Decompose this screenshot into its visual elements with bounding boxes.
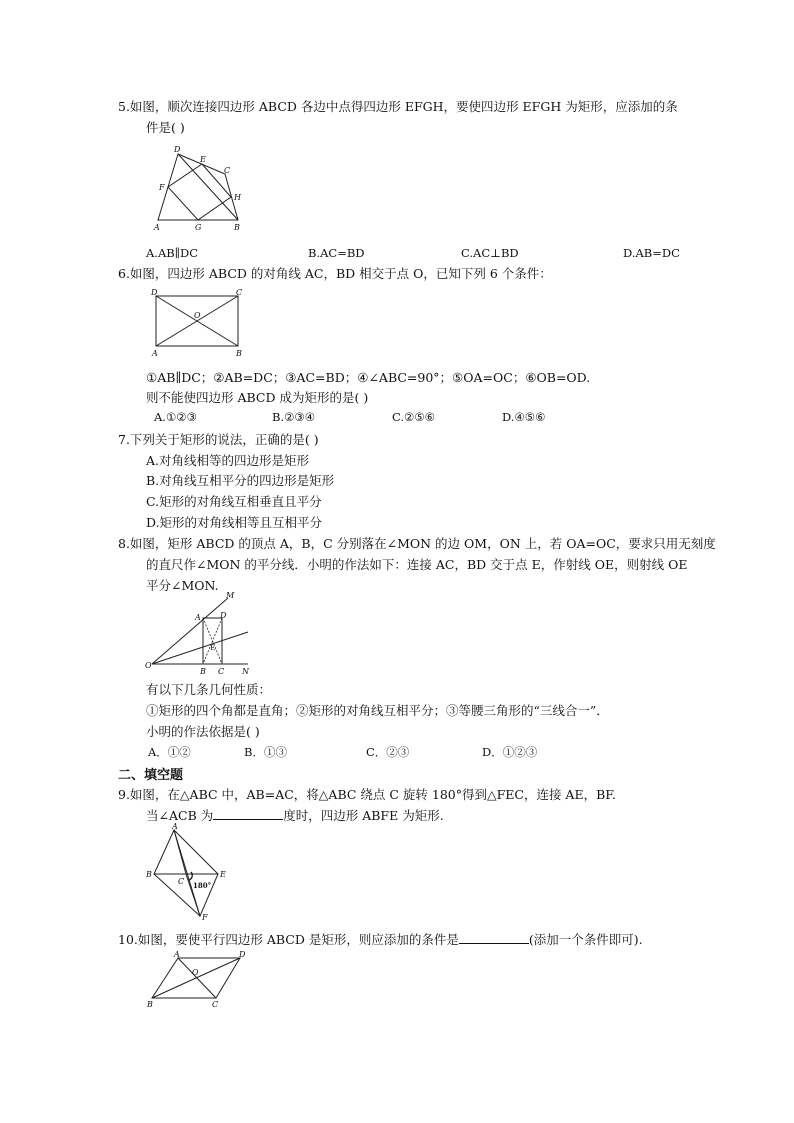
q6-label-c: C [236, 288, 243, 297]
q9-label-b: B [146, 870, 152, 879]
q8-label-n: N [242, 667, 249, 676]
q7-option-a: A.对角线相等的四边形是矩形 [146, 453, 310, 468]
q6-option-c: C.②⑤⑥ [392, 410, 435, 424]
q9-angle-label: 180° [193, 881, 212, 890]
q8-option-d: D．①②③ [482, 745, 538, 759]
q9-label-e: E [220, 870, 226, 879]
q10-label-o: O [192, 968, 199, 977]
q8-text-line5: ①矩形的四个角都是直角；②矩形的对角线互相平分；③等腰三角形的“三线合一”． [146, 703, 609, 718]
q9-text-line2-after: 度时，四边形 ABFE 为矩形. [283, 808, 444, 823]
q5-option-b: B.AC=BD [308, 246, 365, 260]
q10-answer-blank[interactable] [459, 931, 529, 944]
q8-figure [144, 592, 256, 676]
q10-label-c: C [212, 1000, 219, 1009]
q5-label-b: B [234, 223, 240, 232]
q5-figure [150, 142, 250, 232]
q8-label-e: E [210, 644, 216, 652]
q10-label-d: D [239, 950, 246, 959]
q9-text-line1: 9.如图，在△ABC 中，AB=AC，将△ABC 绕点 C 旋转 180°得到△FEC，连接 AE，BF. [118, 787, 616, 802]
q8-option-b: B．①③ [244, 745, 287, 759]
q7-text-line1: 7.下列关于矩形的说法，正确的是( ) [118, 432, 319, 447]
q7-option-d: D.矩形的对角线相等且互相平分 [146, 515, 323, 530]
q10-text-line1 [118, 930, 643, 948]
q6-option-b: B.②③④ [272, 410, 316, 424]
q9-text-line2-before: 当∠ACB 为 [146, 808, 214, 823]
q6-option-d: D.④⑤⑥ [502, 410, 546, 424]
q9-label-f: F [202, 913, 208, 922]
q6-conditions: ①AB∥DC；②AB=DC；③AC=BD；④∠ABC=90°；⑤OA=OC；⑥OB=OD. [146, 370, 591, 385]
q9-answer-blank[interactable] [213, 807, 283, 820]
q5-text-line2: 件是( ) [146, 120, 185, 135]
q6-label-a: A [152, 349, 158, 358]
q5-label-d: D [174, 145, 181, 154]
q6-text-line3: 则不能使四边形 ABCD 成为矩形的是( ) [146, 390, 369, 405]
q5-option-d: D.AB=DC [623, 246, 680, 260]
q8-label-b: B [200, 667, 206, 676]
q8-text-line6: 小明的作法依据是( ) [146, 724, 260, 739]
q8-text-line4: 有以下几条几何性质： [146, 682, 272, 697]
q6-text-line1: 6.如图，四边形 ABCD 的对角线 AC，BD 相交于点 O，已知下列 6 个条件： [118, 266, 552, 281]
q6-option-a: A.①②③ [154, 410, 197, 424]
q5-label-f: F [159, 183, 165, 192]
q8-label-m: M [226, 592, 235, 600]
q8-text-line1: 8.如图，矩形 ABCD 的顶点 A，B，C 分别落在∠MON 的边 OM，ON 上，若 OA=OC，要求只用无刻度 [118, 536, 716, 551]
q9-figure [144, 822, 230, 922]
q8-label-a: A [195, 613, 201, 622]
q5-option-a: A.AB∥DC [146, 246, 199, 260]
q10-label-b: B [147, 1000, 153, 1009]
q10-text-after: (添加一个条件即可). [528, 932, 643, 947]
q8-text-line2: 的直尺作∠MON 的平分线．小明的作法如下：连接 AC，BD 交于点 E，作射线 OE，则射线 OE [146, 557, 688, 572]
q8-label-o: O [145, 661, 152, 670]
section-fill-in-blank-title: 二、填空题 [118, 768, 184, 783]
q10-figure [144, 948, 248, 1010]
q5-label-e: E [200, 155, 206, 164]
q8-label-d: D [220, 611, 227, 620]
q10-text-before: 10.如图，要使平行四边形 ABCD 是矩形，则应添加的条件是 [118, 932, 459, 947]
q9-label-a: A [172, 822, 178, 831]
q5-label-a: A [154, 223, 160, 232]
q7-option-b: B.对角线互相平分的四边形是矩形 [146, 473, 335, 488]
q6-label-b: B [236, 349, 242, 358]
q7-option-c: C.矩形的对角线互相垂直且平分 [146, 494, 322, 509]
q5-option-c: C.AC⊥BD [461, 246, 519, 260]
q8-text-line3: 平分∠MON. [146, 578, 219, 593]
q5-label-h: H [234, 193, 241, 202]
q6-figure [148, 286, 248, 358]
q5-text-line1: 5.如图，顺次连接四边形 ABCD 各边中点得四边形 EFGH，要使四边形 EFGH 为矩形，应添加的条 [118, 99, 678, 114]
q9-label-c: C [178, 877, 185, 886]
q8-option-c: C．②③ [366, 745, 410, 759]
q8-option-a: A．①② [148, 745, 191, 759]
q6-label-o: O [194, 311, 201, 320]
q10-label-a: A [174, 950, 180, 959]
q6-label-d: D [151, 288, 158, 297]
q8-label-c: C [218, 667, 225, 676]
q5-label-c: C [224, 166, 231, 175]
q5-label-g: G [195, 223, 202, 232]
